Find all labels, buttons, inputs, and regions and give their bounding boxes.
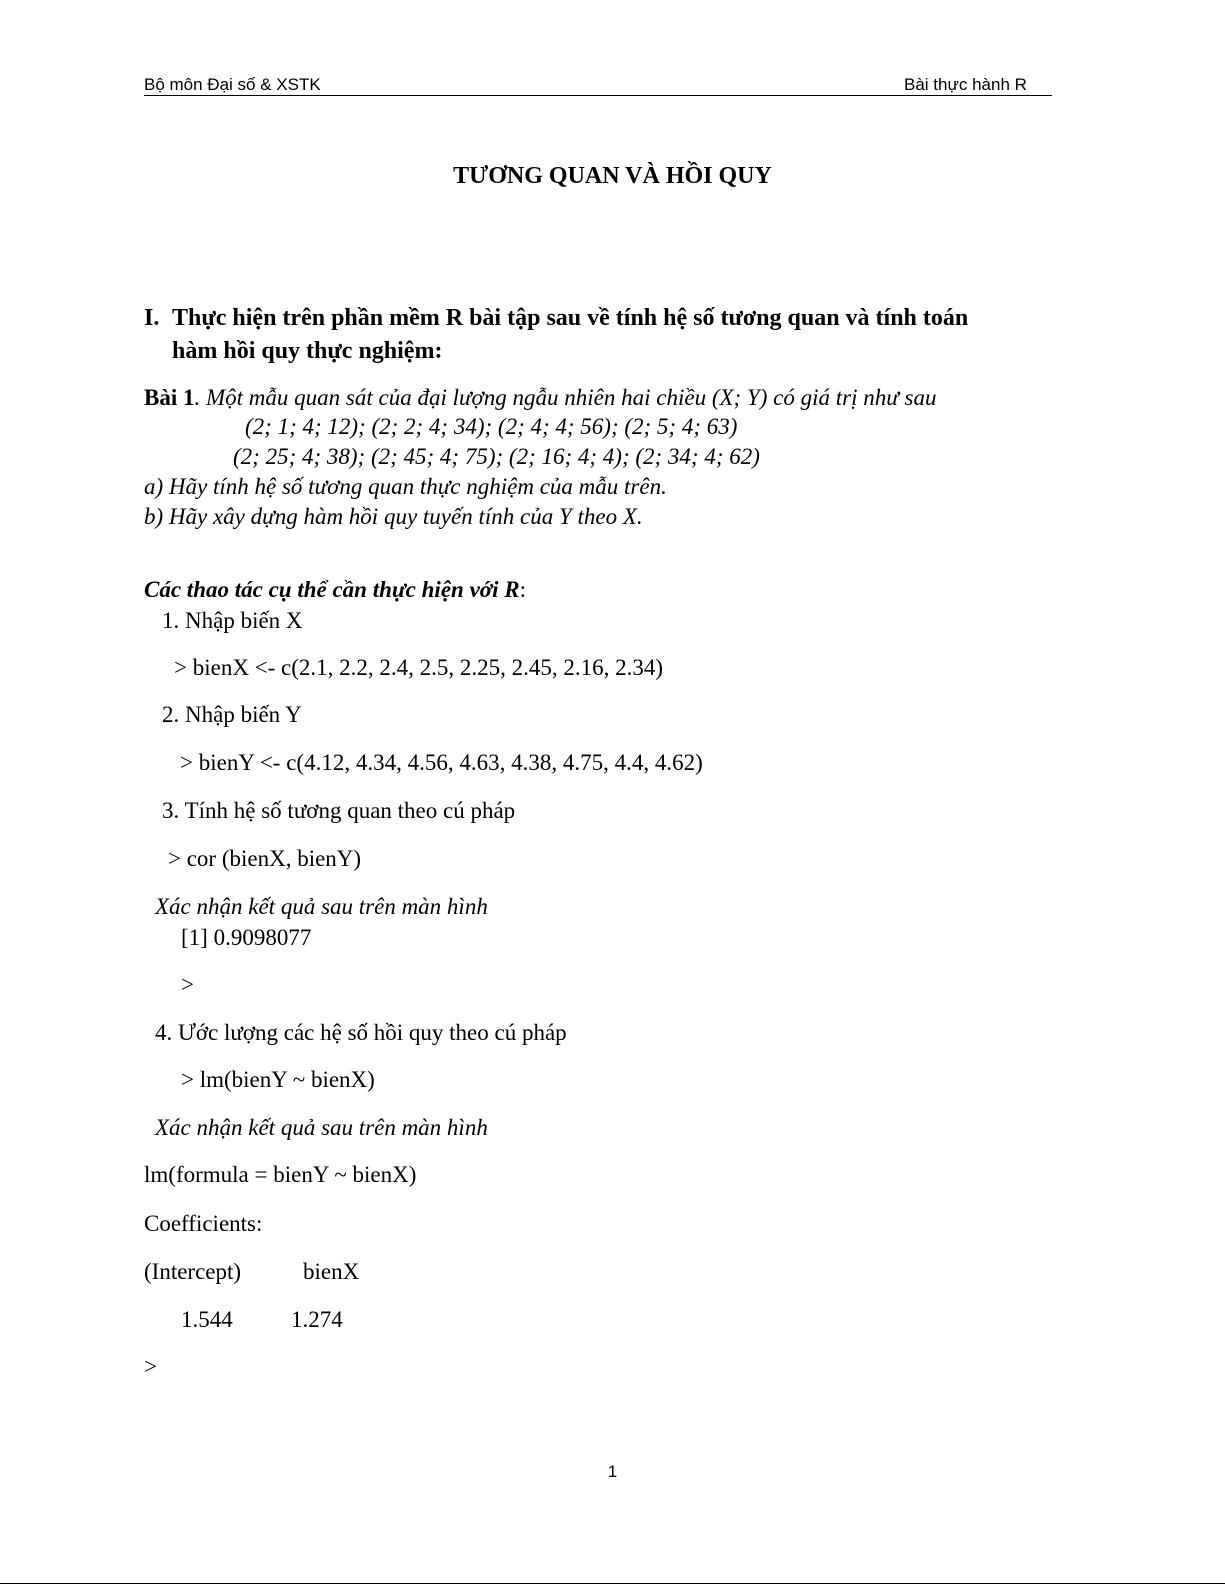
confirm-text-1: Xác nhận kết quả sau trên màn hình (155, 894, 488, 919)
coef-col-x: bienX (303, 1259, 360, 1284)
page-bottom-edge (0, 1583, 1225, 1584)
lm-formula: lm(formula = bienY ~ bienX) (144, 1162, 417, 1187)
coef-val-x: 1.274 (291, 1307, 343, 1332)
step-1-command: > bienX <- c(2.1, 2.2, 2.4, 2.5, 2.25, 2.45, 2.16, 2.34) (174, 655, 664, 680)
coef-heading: Coefficients: (144, 1211, 263, 1236)
section-heading-line2: hàm hồi quy thực nghiệm: (172, 338, 443, 364)
page-number: 1 (607, 1462, 618, 1481)
steps-heading-text: Các thao tác cụ thể cần thực hiện với R (144, 577, 520, 602)
step-3-command: > cor (bienX, bienY) (168, 846, 362, 871)
step-2-command: > bienY <- c(4.12, 4.34, 4.56, 4.63, 4.38, 4.75, 4.4, 4.62) (180, 750, 703, 775)
lm-prompt: > (144, 1354, 157, 1379)
coef-val-intercept: 1.544 (181, 1307, 233, 1332)
steps-heading (144, 577, 526, 603)
step-4-label: 4. Ước lượng các hệ số hồi quy theo cú pháp (155, 1020, 567, 1045)
page-title: TƯƠNG QUAN VÀ HỒI QUY (453, 163, 772, 189)
header-left: Bộ môn Đại số & XSTK (144, 75, 321, 94)
exercise-data-line2: (2; 25; 4; 38); (2; 45; 4; 75); (2; 16; 4; 4); (2; 34; 4; 62) (233, 444, 760, 469)
header-right: Bài thực hành R (904, 75, 1027, 94)
exercise-label: Bài 1 (144, 385, 195, 410)
confirm-text-2: Xác nhận kết quả sau trên màn hình (155, 1115, 488, 1140)
step-4-command: > lm(bienY ~ bienX) (181, 1067, 375, 1092)
cor-result: [1] 0.9098077 (181, 925, 312, 950)
exercise-intro: . Một mẫu quan sát của đại lượng ngẫu nhiên hai chiều (X; Y) có giá trị như sau (194, 385, 937, 410)
step-3-label: 3. Tính hệ số tương quan theo cú pháp (162, 798, 516, 823)
cor-prompt: > (181, 972, 194, 997)
exercise-part-a: a) Hãy tính hệ số tương quan thực nghiệm của mẫu trên. (144, 474, 667, 499)
step-1-label: 1. Nhập biến X (162, 608, 303, 633)
section-heading-line1: Thực hiện trên phần mềm R bài tập sau về tính hệ số tương quan và tính toán (172, 305, 969, 331)
step-2-label: 2. Nhập biến Y (162, 702, 302, 727)
section-number: I. (144, 305, 160, 331)
exercise-data-line1: (2; 1; 4; 12); (2; 2; 4; 34); (2; 4; 4; 56); (2; 5; 4; 63) (245, 414, 738, 439)
steps-heading-colon: : (519, 577, 526, 602)
coef-col-intercept: (Intercept) (144, 1259, 242, 1284)
exercise-part-b: b) Hãy xây dựng hàm hồi quy tuyến tính của Y theo X. (144, 504, 643, 529)
exercise-statement (144, 385, 936, 411)
header-divider (144, 95, 1052, 96)
